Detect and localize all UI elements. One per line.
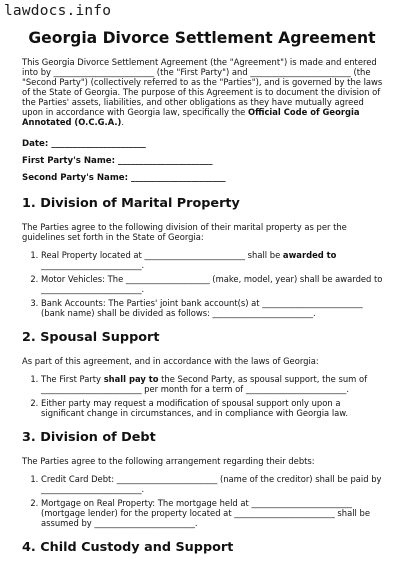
list-item-text: The First Party (41, 374, 104, 384)
section-intro-support: As part of this agreement, and in accordance with the laws of Georgia: (22, 356, 319, 366)
site-watermark: lawdocs.info (4, 3, 112, 19)
list-item (41, 250, 384, 270)
list-item-bold: awarded to (282, 250, 337, 260)
first-party-field (22, 156, 384, 167)
property-list (22, 250, 384, 318)
second-party-blank: ______________________ (131, 173, 226, 183)
section-heading-custody: 4. Child Custody and Support (22, 540, 234, 555)
section-heading-support: 2. Spousal Support (22, 330, 160, 345)
date-label: Date: (22, 139, 49, 149)
section-heading-property: 1. Division of Marital Property (22, 196, 240, 211)
section-intro-property: The Parties agree to the following division of their marital property as per the guidelines set forth in the State of Georgia: (22, 222, 347, 242)
list-item-text: the Second Party, as spousal support, the sum of ________________________ per month for a term of ________________________. (41, 374, 368, 394)
list-item: 3. Bank Accounts: The Parties' joint bank account(s) at ________________________ (bank name) shall be divided as follows: ________________________. (41, 298, 384, 318)
first-party-blank: ______________________ (118, 156, 213, 166)
list-item (41, 374, 384, 394)
support-list (22, 374, 384, 418)
list-item: 2. Mortgage on Real Property: The mortgage held at ________________________ (mortgage lender) for the property located at ________________________ shall be assumed by ________________________. (41, 498, 384, 528)
second-party-field (22, 173, 384, 184)
list-item: 1. Credit Card Debt: ________________________ (name of the creditor) shall be paid by ________________________. (41, 474, 384, 494)
section-heading-debt: 3. Division of Debt (22, 430, 156, 445)
date-field (22, 139, 384, 150)
section-intro-debt: The Parties agree to the following arrangement regarding their debts: (22, 456, 315, 466)
intro-text: This Georgia Divorce Settlement Agreement (the "Agreement") is made and entered into by ________________________ (the "First Party") and ________________________ (the "Second Party") (collectively referred to as the "Parties"), and is governed by the laws of the State of Georgia. The purpose of this Agreement is to document the division of the Parties' assets, liabilities, and other obligations as they have mutually agreed upon in accordance with Georgia law, specifically the (22, 57, 383, 117)
date-blank: ______________________ (51, 139, 146, 149)
intro-text-end: . (121, 117, 125, 127)
first-party-label: First Party's Name: (22, 156, 116, 166)
document-title: Georgia Divorce Settlement Agreement (28, 29, 376, 47)
intro-paragraph (22, 57, 384, 127)
list-item: 2. Either party may request a modification of spousal support only upon a significant change in circumstances, and in compliance with Georgia law. (41, 398, 384, 418)
document-body (22, 57, 384, 566)
list-item: 2. Motor Vehicles: The ____________________ (make, model, year) shall be awarded to ________________________. (41, 274, 384, 294)
list-item-text: ________________________. (41, 260, 145, 270)
second-party-label: Second Party's Name: (22, 173, 129, 183)
list-item-text: Real Property located at ________________________ shall be (41, 250, 283, 260)
list-item-bold: shall pay to (103, 374, 159, 384)
intro-bold-statute: Official Code of Georgia Annotated (O.C.G.A.) (22, 107, 360, 127)
